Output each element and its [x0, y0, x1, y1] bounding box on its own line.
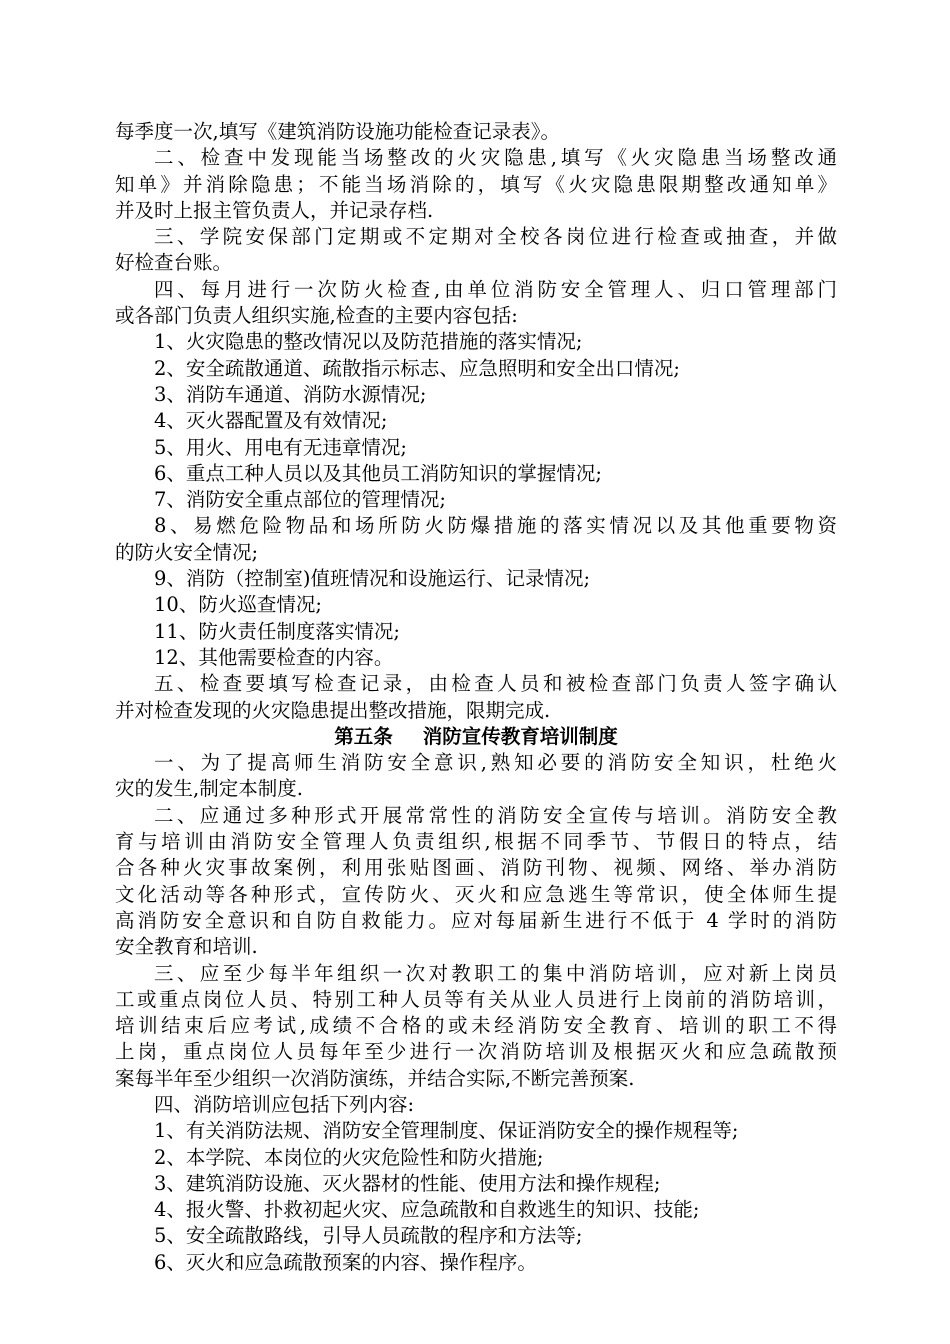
- text-line: 好检查台账。: [115, 251, 233, 275]
- text-line: 每季度一次,填写《建筑消防设施功能检查记录表》。: [115, 120, 560, 143]
- text-line: 二、应通过多种形式开展常常性的消防安全宣传与培训。消防安全教: [154, 803, 837, 827]
- text-line: 3、消防车通道、消防水源情况;: [154, 382, 427, 406]
- text-line: 二、检查中发现能当场整改的火灾隐患,填写《火灾隐患当场整改通: [154, 146, 837, 170]
- text-line: 8、易燃危险物品和场所防火防爆措施的落实情况以及其他重要物资: [154, 514, 837, 538]
- text-line: 合各种火灾事故案例，利用张贴图画、消防刊物、视频、网络、举办消防: [115, 856, 837, 880]
- article-number: 第五条: [334, 724, 393, 748]
- text-line: 4、灭火器配置及有效情况;: [154, 409, 388, 433]
- text-line: 三、学院安保部门定期或不定期对全校各岗位进行检查或抽查，并做: [154, 225, 837, 249]
- text-line: 5、用火、用电有无违章情况;: [154, 435, 407, 459]
- text-line: 三、应至少每半年组织一次对教职工的集中消防培训，应对新上岗员: [154, 961, 837, 985]
- text-line: 文化活动等各种形式，宣传防火、灭火和应急逃生等常识，使全体师生提: [115, 882, 837, 906]
- text-line: 安全教育和培训.: [115, 935, 258, 959]
- text-line: 四、每月进行一次防火检查,由单位消防安全管理人、归口管理部门: [154, 277, 837, 301]
- text-line: 1、火灾隐患的整改情况以及防范措施的落实情况;: [154, 330, 583, 354]
- text-line: 并及时上报主管负责人，并记录存档.: [115, 198, 434, 222]
- text-line: 4、报火警、扑救初起火灾、应急疏散和自救逃生的知识、技能;: [154, 1198, 700, 1222]
- text-line: 3、建筑消防设施、灭火器材的性能、使用方法和操作规程;: [154, 1171, 661, 1195]
- text-line: 6、灭火和应急疏散预案的内容、操作程序。: [154, 1250, 537, 1274]
- section-heading: [115, 724, 837, 750]
- article-title: 消防宣传教育培训制度: [422, 724, 618, 748]
- text-line: 11、防火责任制度落实情况;: [154, 619, 400, 643]
- text-line: 四、消防培训应包括下列内容:: [154, 1092, 415, 1116]
- text-line: 育与培训由消防安全管理人负责组织,根据不同季节、节假日的特点，结: [115, 830, 837, 854]
- text-line: 的防火安全情况;: [115, 540, 259, 564]
- document-body: [115, 119, 837, 1276]
- text-line: 5、安全疏散路线，引导人员疏散的程序和方法等;: [154, 1224, 583, 1248]
- text-line: 12、其他需要检查的内容。: [154, 645, 394, 669]
- text-line: 并对检查发现的火灾隐患提出整改措施，限期完成.: [115, 698, 551, 722]
- text-line: 一、为了提高师生消防安全意识,熟知必要的消防安全知识，杜绝火: [154, 751, 837, 775]
- text-line: 或各部门负责人组织实施,检查的主要内容包括:: [115, 304, 518, 328]
- text-line: 五、检查要填写检查记录，由检查人员和被检查部门负责人签字确认: [154, 672, 837, 696]
- text-line: 2、安全疏散通道、疏散指示标志、应急照明和安全出口情况;: [154, 356, 680, 380]
- text-line: 10、防火巡查情况;: [154, 593, 322, 617]
- text-line: 上岗，重点岗位人员每年至少进行一次消防培训及根据灭火和应急疏散预: [115, 1040, 837, 1064]
- text-line: 工或重点岗位人员、特别工种人员等有关从业人员进行上岗前的消防培训，: [115, 987, 837, 1011]
- text-line: 2、本学院、本岗位的火灾危险性和防火措施;: [154, 1145, 544, 1169]
- text-line: 案每半年至少组织一次消防演练，并结合实际,不断完善预案.: [115, 1066, 635, 1090]
- text-line: 灾的发生,制定本制度.: [115, 777, 303, 801]
- text-line: 7、消防安全重点部位的管理情况;: [154, 488, 446, 512]
- text-line: 知单》并消除隐患；不能当场消除的，填写《火灾隐患限期整改通知单》: [115, 172, 837, 196]
- text-line: 高消防安全意识和自防自救能力。应对每届新生进行不低于 4 学时的消防: [115, 908, 837, 932]
- text-line: 1、有关消防法规、消防安全管理制度、保证消防安全的操作规程等;: [154, 1119, 739, 1143]
- text-line: 9、消防（控制室)值班情况和设施运行、记录情况;: [154, 567, 591, 591]
- text-line: 6、重点工种人员以及其他员工消防知识的掌握情况;: [154, 461, 602, 485]
- text-line: 培训结束后应考试,成绩不合格的或未经消防安全教育、培训的职工不得: [115, 1014, 837, 1038]
